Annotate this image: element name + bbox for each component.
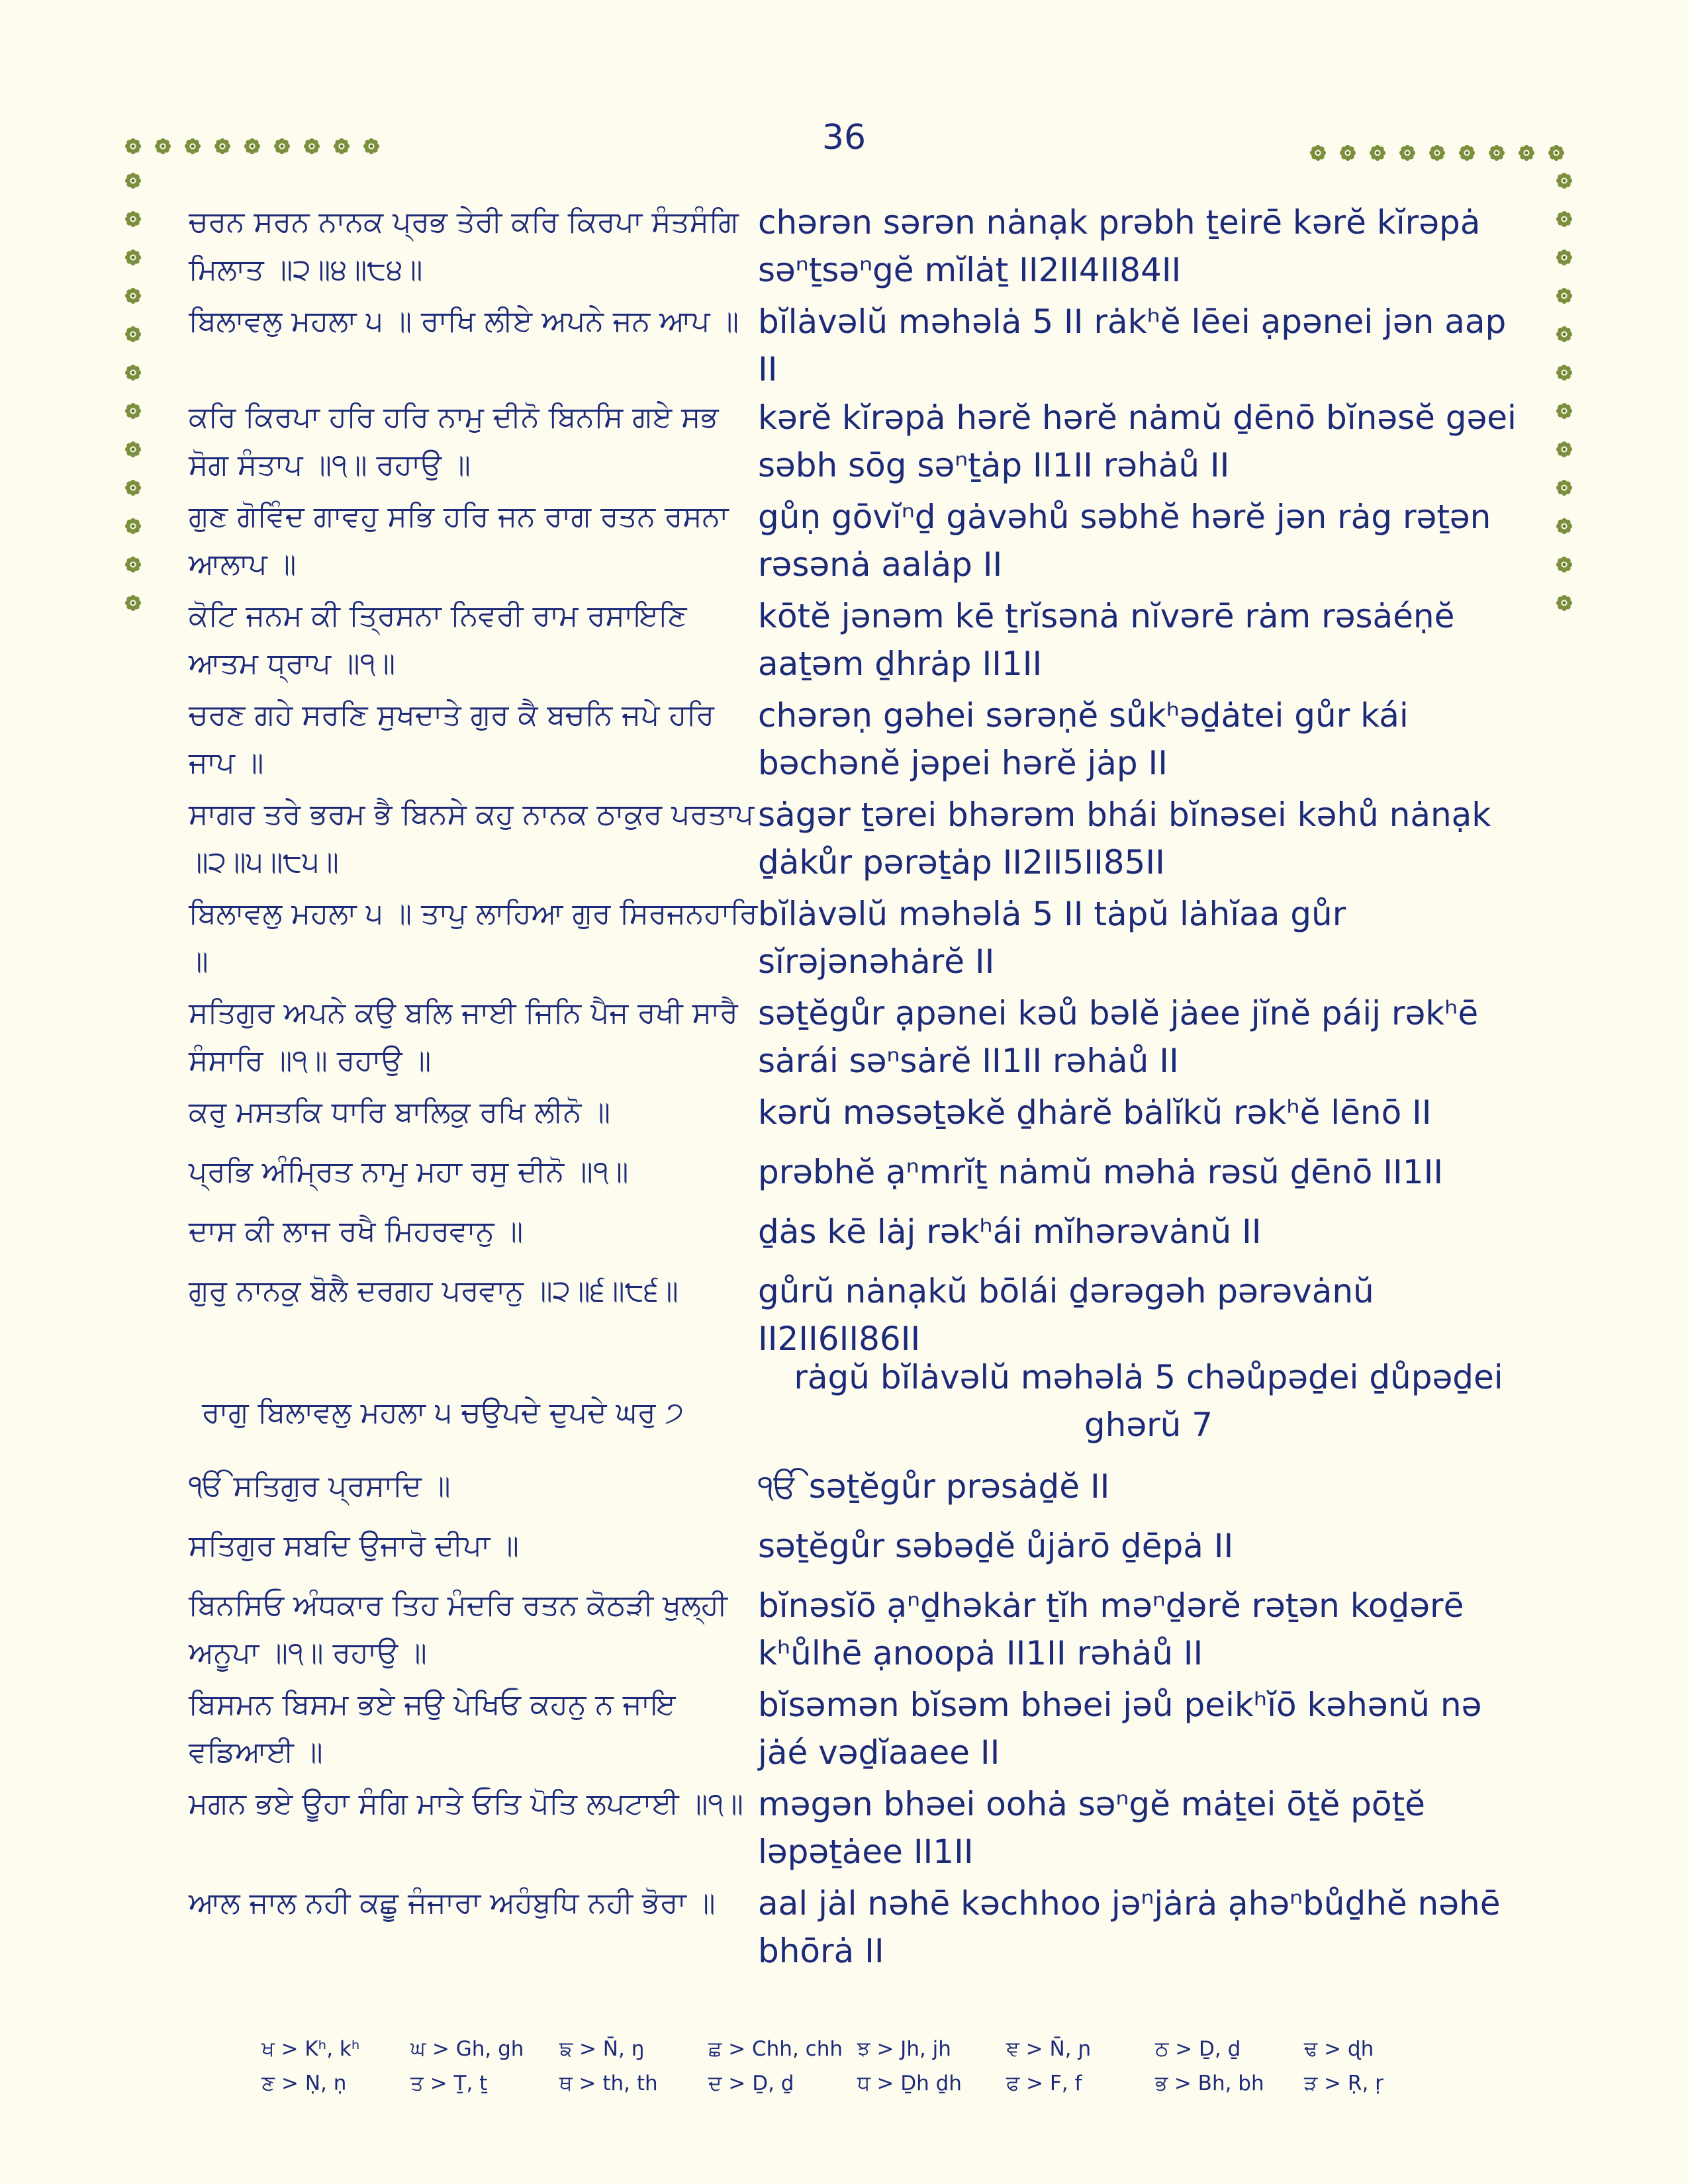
flower-ornament-icon <box>1556 402 1573 420</box>
gurmukhi-line: ਮਗਨ ਭਏ ਊਹਾ ਸੰਗਿ ਮਾਤੇ ਓਤਿ ਪੋਤਿ ਲਪਟਾਈ ॥੧॥ <box>189 1787 743 1821</box>
verse-row <box>189 989 1526 1089</box>
transliteration-line: bĭnəsĭō ạⁿḏhəkȧr ṯĭh məⁿḏərĕ rəṯən koḏərē kʰůlhē ạnoopȧ II1II rəhȧů II <box>758 1586 1464 1672</box>
transliteration-line: səṯĕgůr ạpənei kəů bəlĕ jȧee jĭnĕ páij rəkʰē sȧrái səⁿsȧrĕ II1II rəhȧů II <box>758 994 1479 1080</box>
transliteration-line: ḏȧs kē lȧj rəkʰái mĭhərəvȧnŭ II <box>758 1212 1262 1251</box>
legend-row <box>261 2066 1453 2101</box>
legend-item: ਧ > Ḏh ḏh <box>857 2071 962 2095</box>
flower-ornament-icon <box>1556 594 1573 612</box>
flower-ornament-icon <box>124 518 142 535</box>
gurmukhi-line: ਕਰਿ ਕਿਰਪਾ ਹਰਿ ਹਰਿ ਨਾਮੁ ਦੀਨੋ ਬਿਨਸਿ ਗਏ ਸਭ ਸੋਗ ਸੰਤਾਪ ॥੧॥ ਰਹਾਉ ॥ <box>189 400 719 482</box>
flower-border-right <box>1556 172 1573 612</box>
transliteration-line: chərəṇ gəhei sərəṇĕ sůkʰəḏȧtei gůr kái bəchənĕ jəpei hərĕ jȧp II <box>758 696 1409 782</box>
flower-ornament-icon <box>124 138 142 155</box>
flower-ornament-icon <box>1556 364 1573 381</box>
flower-ornament-icon <box>1556 556 1573 573</box>
transliteration-line: bĭlȧvəlŭ məhəlȧ 5 II rȧkʰĕ lēei ạpənei jən aap II <box>758 302 1507 388</box>
transliteration-line: aal jȧl nəhē kəchhoo jəⁿjȧrȧ ạhəⁿbůḏhĕ nəhē bhōrȧ II <box>758 1884 1501 1970</box>
gurmukhi-line: ੴ ਸਤਿਗੁਰ ਪ੍ਰਸਾਦਿ ॥ <box>189 1469 451 1503</box>
legend-item: ਦ > Ḏ, ḏ <box>708 2071 794 2095</box>
flower-ornament-icon <box>124 172 142 189</box>
legend-item: ਖ > Kʰ, kʰ <box>261 2036 360 2061</box>
flower-ornament-icon <box>244 138 261 155</box>
transliteration-line: səṯĕgůr səbəḏĕ ůjȧrō ḏēpȧ II <box>758 1527 1234 1565</box>
transliteration-legend <box>261 2032 1453 2101</box>
transliteration-line: bĭlȧvəlŭ məhəlȧ 5 II tȧpŭ lȧhĭaa gůr sĭrəjənəhȧrĕ II <box>758 895 1346 981</box>
legend-item: ਠ > Ḏ, ḏ <box>1155 2036 1241 2061</box>
flower-ornament-icon <box>1369 144 1386 161</box>
flower-ornament-icon <box>124 287 142 304</box>
flower-ornament-icon <box>273 138 291 155</box>
flower-border-left <box>124 172 142 612</box>
flower-ornament-icon <box>1556 326 1573 343</box>
flower-ornament-icon <box>124 364 142 381</box>
flower-ornament-icon <box>214 138 231 155</box>
flower-ornament-icon <box>1556 172 1573 189</box>
legend-item: ਫ > F, f <box>1006 2071 1082 2095</box>
verse-row <box>189 890 1526 989</box>
flower-ornament-icon <box>124 326 142 343</box>
legend-item: ਤ > Ṯ, ṯ <box>410 2071 488 2095</box>
legend-item: ਭ > Bh, bh <box>1155 2071 1264 2095</box>
verse-row <box>189 1208 1526 1267</box>
transliteration-line: prəbhĕ ạⁿmrĭṯ nȧmŭ məhȧ rəsŭ ḏēnō II1II <box>758 1153 1444 1191</box>
verse-row <box>189 1522 1526 1582</box>
gurmukhi-line: ਬਿਸਮਨ ਬਿਸਮ ਭਏ ਜਉ ਪੇਖਿਓ ਕਹਨੁ ਨ ਜਾਇ ਵਡਿਆਈ ॥ <box>189 1688 676 1769</box>
verse-row <box>189 1582 1526 1681</box>
transliteration-line: gůṇ gōvĭⁿḏ gȧvəhů səbhĕ hərĕ jən rȧg rəṯən rəsənȧ aalȧp II <box>758 498 1491 584</box>
legend-item: ੜ > Ṛ, ṛ <box>1304 2071 1383 2095</box>
transliteration-line: kərĕ kĭrəpȧ hərĕ hərĕ nȧmŭ ḏēnō bĭnəsĕ gəei səbh sōg səⁿṯȧp II1II rəhȧů II <box>758 398 1517 484</box>
gurmukhi-line: ਬਿਨਸਿਓ ਅੰਧਕਾਰ ਤਿਹ ਮੰਦਰਿ ਰਤਨ ਕੋਠੜੀ ਖੁਲ੍ਹੀ ਅਨੂਪਾ ॥੧॥ ਰਹਾਉ ॥ <box>189 1588 728 1670</box>
flower-ornament-icon <box>124 479 142 496</box>
verse-row <box>189 199 1526 298</box>
gurmukhi-line: ਕੋਟਿ ਜਨਮ ਕੀ ਤ੍ਰਿਸਨਾ ਨਿਵਰੀ ਰਾਮ ਰਸਾਇਣਿ ਆਤਮ ਧ੍ਰਾਪ ॥੧॥ <box>189 599 687 680</box>
gurmukhi-line: ਸਤਿਗੁਰ ਸਬਦਿ ਉਜਾਰੋ ਦੀਪਾ ॥ <box>189 1529 519 1563</box>
flower-ornament-icon <box>1488 144 1505 161</box>
flower-ornament-icon <box>303 138 320 155</box>
flower-ornament-icon <box>154 138 171 155</box>
verse-row <box>189 1148 1526 1208</box>
legend-row <box>261 2032 1453 2066</box>
gurmukhi-line: ਚਰਣ ਗਹੇ ਸਰਣਿ ਸੁਖਦਾਤੇ ਗੁਰ ਕੈ ਬਚਨਿ ਜਪੇ ਹਰਿ ਜਾਪ ॥ <box>189 698 714 780</box>
flower-ornament-icon <box>1556 479 1573 496</box>
gurmukhi-line: ਚਰਨ ਸਰਨ ਨਾਨਕ ਪ੍ਰਭ ਤੇਰੀ ਕਰਿ ਕਿਰਪਾ ਸੰਤਸੰਗਿ ਮਿਲਾਤ ॥੨॥੪॥੮੪॥ <box>189 205 739 287</box>
legend-item: ਘ > Gh, gh <box>410 2036 524 2061</box>
legend-item: ਢ > ɖh <box>1304 2036 1374 2061</box>
legend-item: ਙ > N̄, ŋ <box>559 2036 645 2061</box>
flower-ornament-icon <box>124 210 142 228</box>
flower-ornament-icon <box>1556 249 1573 266</box>
flower-ornament-icon <box>124 556 142 573</box>
flower-ornament-icon <box>363 138 380 155</box>
flower-ornament-icon <box>1458 144 1476 161</box>
gurmukhi-line: ਆਲ ਜਾਲ ਨਹੀ ਕਛੂ ਜੰਜਾਰਾ ਅਹੰਬੁਧਿ ਨਹੀ ਭੋਰਾ ॥ <box>189 1886 716 1920</box>
transliteration-line: kərŭ məsəṯəkĕ ḏhȧrĕ bȧlĭkŭ rəkʰĕ lēnō II <box>758 1093 1432 1132</box>
transliteration-line: kōtĕ jənəm kē ṯrĭsənȧ nĭvərē rȧm rəsȧéṇĕ aaṯəm ḏhrȧp II1II <box>758 597 1455 683</box>
flower-ornament-icon <box>1429 144 1446 161</box>
verse-row <box>189 1089 1526 1148</box>
flower-ornament-icon <box>1339 144 1356 161</box>
flower-ornament-icon <box>1556 287 1573 304</box>
legend-item: ਥ > th, th <box>559 2071 658 2095</box>
flower-border-top-left <box>124 138 380 155</box>
transliteration-line: ੴ səṯĕgůr prəsȧḏĕ II <box>758 1467 1110 1506</box>
gurmukhi-line: ਗੁਣ ਗੋਵਿੰਦ ਗਾਵਹੁ ਸਭਿ ਹਰਿ ਜਨ ਰਾਗ ਰਤਨ ਰਸਨਾ ਆਲਾਪ ॥ <box>189 500 729 581</box>
transliteration-line: sȧgər ṯərei bhərəm bhái bĭnəsei kəhů nȧnạk ḏȧkůr pərəṯȧp II2II5II85II <box>758 796 1491 882</box>
legend-item: ਛ > Chh, chh <box>708 2036 843 2061</box>
transliteration-line: bĭsəmən bĭsəm bhəei jəů peikʰĭō kəhənŭ nə jȧé vəḏĭaaee II <box>758 1686 1482 1772</box>
page-number: 36 <box>821 118 867 158</box>
flower-ornament-icon <box>1309 144 1327 161</box>
flower-ornament-icon <box>124 441 142 458</box>
legend-item: ਣ > Ṇ, ṇ <box>261 2071 347 2095</box>
transliteration-line: gůrŭ nȧnạkŭ bōlái ḏərəgəh pərəvȧnŭ II2II6II86II <box>758 1272 1374 1358</box>
transliteration-line: məgən bhəei oohȧ səⁿgĕ mȧṯei ōṯĕ pōṯĕ ləpəṯȧee II1II <box>758 1785 1425 1871</box>
legend-item: ਝ > Jh, jh <box>857 2036 951 2061</box>
flower-ornament-icon <box>1556 210 1573 228</box>
verse-row <box>189 1463 1526 1522</box>
gurmukhi-line: ਦਾਸ ਕੀ ਲਾਜ ਰਖੈ ਮਿਹਰਵਾਨੁ ॥ <box>189 1214 524 1248</box>
flower-ornament-icon <box>124 249 142 266</box>
verse-row <box>189 692 1526 791</box>
flower-ornament-icon <box>1556 441 1573 458</box>
flower-ornament-icon <box>1518 144 1535 161</box>
verse-row <box>189 791 1526 890</box>
flower-ornament-icon <box>1556 518 1573 535</box>
gurmukhi-line: ਸਾਗਰ ਤਰੇ ਭਰਮ ਭੈ ਬਿਨਸੇ ਕਹੁ ਨਾਨਕ ਠਾਕੁਰ ਪਰਤਾਪ ॥੨॥੫॥੮੫॥ <box>189 797 754 879</box>
legend-item: ਞ > N̄, ɲ <box>1006 2036 1092 2061</box>
verse-table <box>189 199 1526 1979</box>
gurmukhi-line: ਗੁਰੁ ਨਾਨਕੁ ਬੋਲੈ ਦਰਗਹ ਪਰਵਾਨੁ ॥੨॥੬॥੮੬॥ <box>189 1274 679 1308</box>
gurmukhi-line: ਸਤਿਗੁਰ ਅਪਨੇ ਕਉ ਬਲਿ ਜਾਈ ਜਿਨਿ ਪੈਜ ਰਖੀ ਸਾਰੈ ਸੰਸਾਰਿ ॥੧॥ ਰਹਾਉ ॥ <box>189 996 738 1077</box>
transliteration-line: chərən sərən nȧnạk prəbh ṯeirē kərĕ kĭrəpȧ səⁿṯsəⁿgĕ mĭlȧṯ II2II4II84II <box>758 203 1481 289</box>
section-heading <box>189 1353 1526 1463</box>
gurmukhi-line: ਪ੍ਰਭਿ ਅੰਮ੍ਰਿਤ ਨਾਮੁ ਮਹਾ ਰਸੁ ਦੀਨੋ ॥੧॥ <box>189 1155 629 1189</box>
gurmukhi-line: ਬਿਲਾਵਲੁ ਮਹਲਾ ੫ ॥ ਰਾਖਿ ਲੀਏ ਅਪਨੇ ਜਨ ਆਪ ॥ <box>189 304 739 338</box>
flower-ornament-icon <box>184 138 201 155</box>
flower-ornament-icon <box>1548 144 1565 161</box>
verse-row <box>189 1880 1526 1979</box>
flower-ornament-icon <box>1399 144 1416 161</box>
flower-ornament-icon <box>124 402 142 420</box>
verse-row <box>189 298 1526 394</box>
flower-border-top-right <box>1309 144 1565 161</box>
heading-transliteration: rȧgŭ bĭlȧvəlŭ məhəlȧ 5 chəůpəḏei ḏůpəḏei ghərŭ 7 <box>794 1358 1503 1444</box>
verse-row <box>189 592 1526 692</box>
heading-gurmukhi: ਰਾਗੁ ਬਿਲਾਵਲੁ ਮਹਲਾ ੫ ਚਉਪਦੇ ਦੁਪਦੇ ਘਰੁ ੭ <box>202 1396 684 1430</box>
verse-row <box>189 1681 1526 1780</box>
gurmukhi-line: ਕਰੁ ਮਸਤਕਿ ਧਾਰਿ ਬਾਲਿਕੁ ਰਖਿ ਲੀਨੋ ॥ <box>189 1095 610 1129</box>
flower-ornament-icon <box>333 138 350 155</box>
verse-row <box>189 1267 1526 1358</box>
verse-row <box>189 493 1526 592</box>
verse-row <box>189 394 1526 493</box>
gurmukhi-line: ਬਿਲਾਵਲੁ ਮਹਲਾ ੫ ॥ ਤਾਪੁ ਲਾਹਿਆ ਗੁਰ ਸਿਰਜਨਹਾਰਿ ॥ <box>189 897 758 978</box>
flower-ornament-icon <box>124 594 142 612</box>
verse-row <box>189 1780 1526 1880</box>
